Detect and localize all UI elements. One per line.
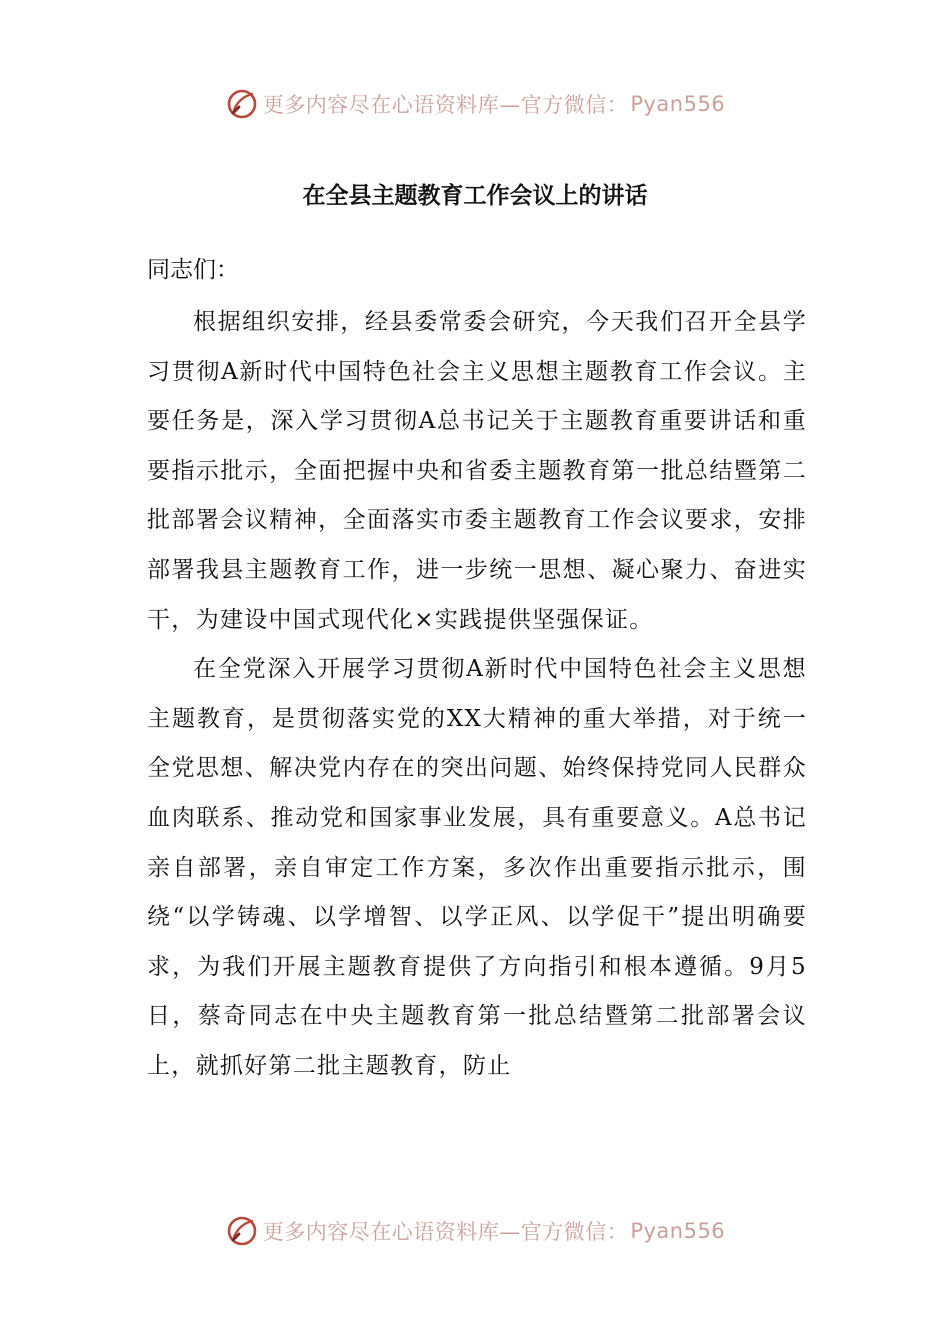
pen-logo-icon [225, 1214, 259, 1248]
watermark-wechat-id: Pyan556 [630, 1219, 726, 1243]
paragraph-1: 根据组织安排，经县委常委会研究，今天我们召开全县学习贯彻A新时代中国特色社会主义思想主题教育工作会议。主要任务是，深入学习贯彻A总书记关于主题教育重要讲话和重要指示批示，全面把握中央和省委主题教育第一批总结暨第二批部署会议精神，全面落实市委主题教育工作会议要求，安排部署我县主题教育工作，进一步统一思想、凝心聚力、奋进实干，为建设中国式现代化×实践提供坚强保证。 [147, 309, 807, 633]
salutation: 同志们： [147, 257, 239, 283]
paragraph-2: 在全党深入开展学习贯彻A新时代中国特色社会主义思想主题教育，是贯彻落实党的XX大精神的重大举措，对于统一全党思想、解决党内存在的突出问题、始终保持党同人民群众血肉联系、推动党和国家事业发展，具有重要意义。A总书记亲自部署，亲自审定工作方案，多次作出重要指示批示，围绕“以学铸魂、以学增智、以学正风、以学促干”提出明确要求，为我们开展主题教育提供了方向指引和根本遵循。9月5日，蔡奇同志在中央主题教育第一批总结暨第二批部署会议上，就抓好第二批主题教育，防止 [147, 656, 807, 1079]
header-watermark [0, 84, 950, 124]
watermark-text: 更多内容尽在心语资料库—官方微信： [262, 93, 629, 117]
document-title: 在全县主题教育工作会议上的讲话 [302, 183, 648, 209]
pen-logo-icon [225, 87, 259, 121]
watermark-text: 更多内容尽在心语资料库—官方微信： [262, 1220, 629, 1244]
watermark-wechat-id: Pyan556 [630, 92, 726, 116]
document-body [147, 298, 807, 1092]
footer-watermark [0, 1211, 950, 1251]
